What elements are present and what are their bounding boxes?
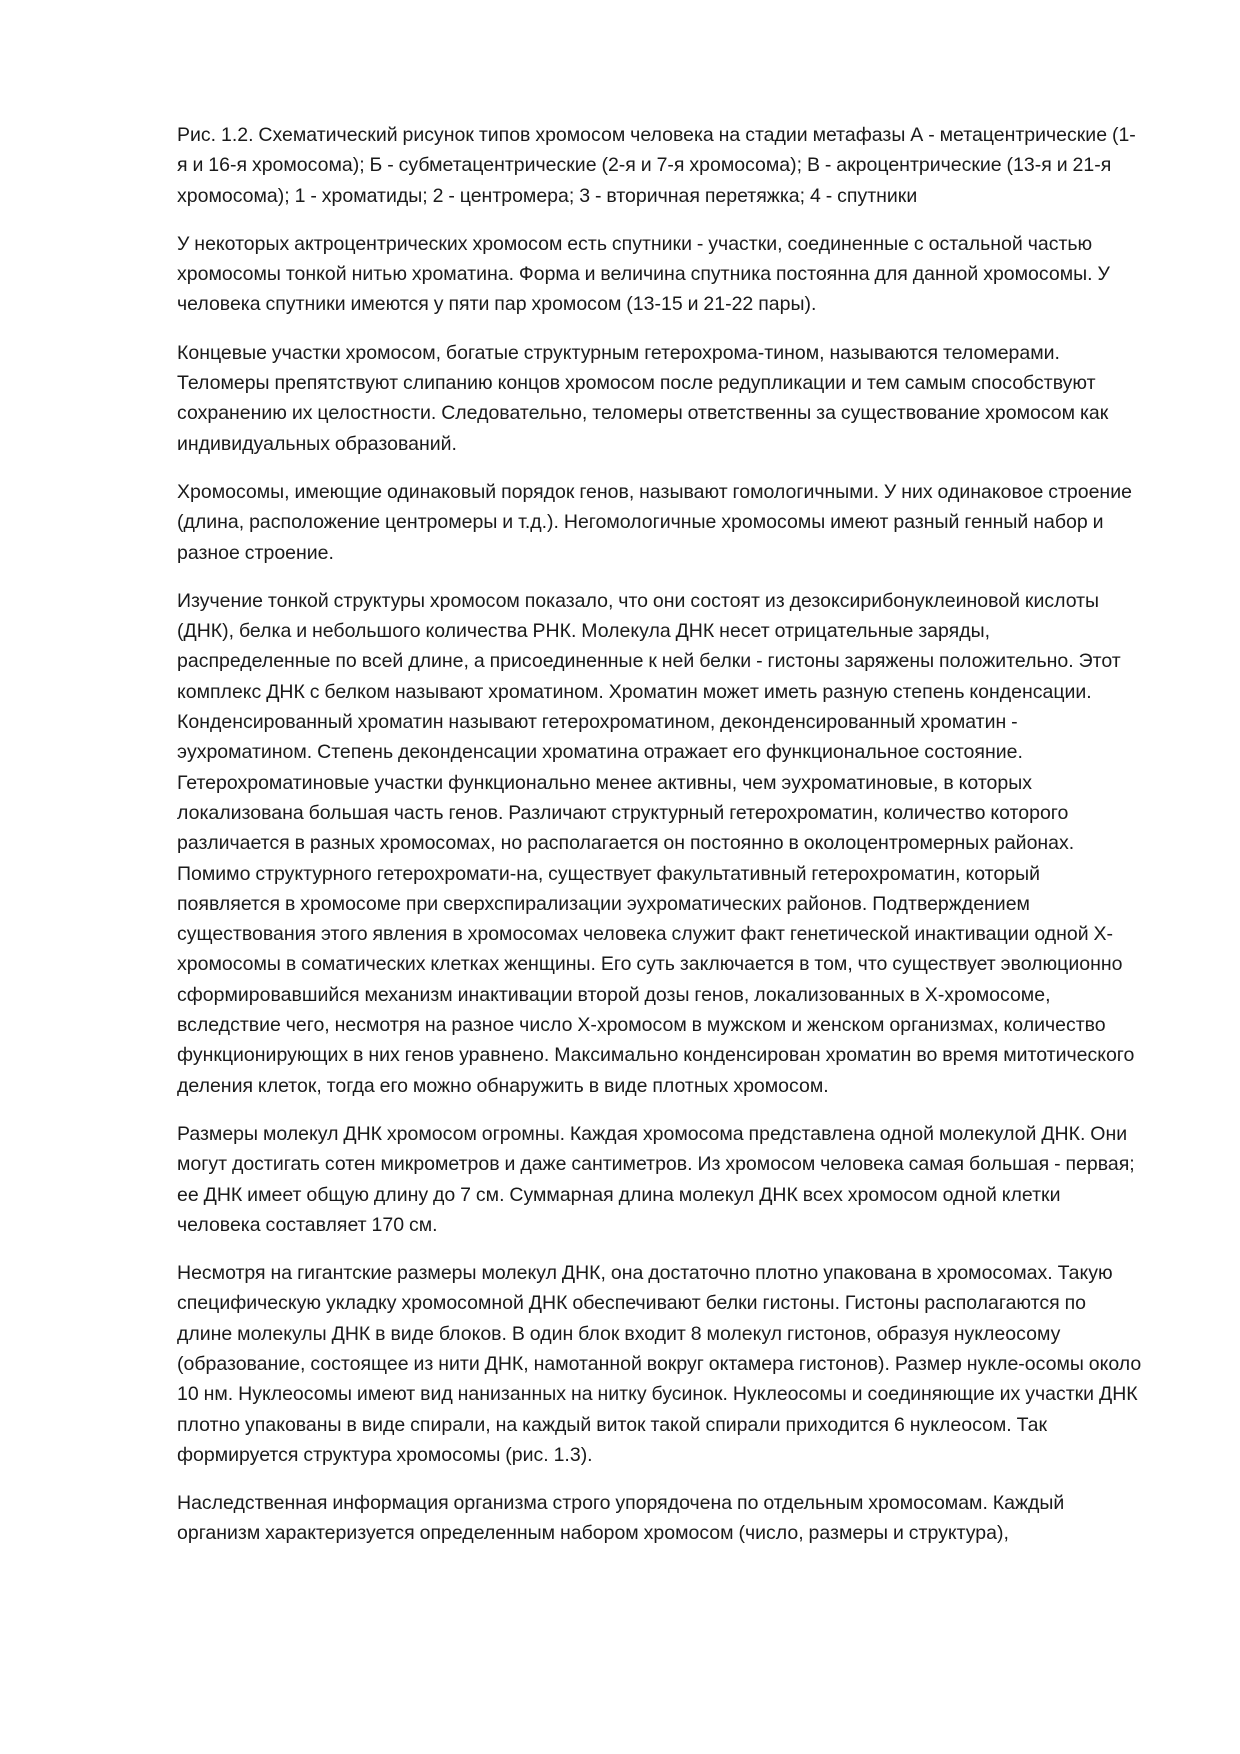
paragraph-dna-size: Размеры молекул ДНК хромосом огромны. Каждая хромосома представлена одной молекулой ДНК. Они могут достигать сотен микрометров и даже сантиметров. Из хромосом человека самая большая - первая; ее ДНК имеет общую длину до 7 см. Суммарная длина молекул ДНК всех хромосом одной клетки человека составляет 170 см. [177, 1122, 1135, 1236]
paragraph-homologous: Хромосомы, имеющие одинаковый порядок генов, называют гомологичными. У них одинаковое строение (длина, расположение центромеры и т.д.). Негомологичные хромосомы имеют разный генный набор и разное строение. [177, 480, 1132, 564]
paragraph-telomeres: Концевые участки хромосом, богатые структурным гетерохрома-тином, называются теломерами. Теломеры препятствуют слипанию концов хромосом после редупликации и тем самым способствуют сохранению их целостности. Следовательно, теломеры ответственны за существование хромосом как индивидуальных образований. [177, 341, 1109, 455]
figure-caption: Рис. 1.2. Схематический рисунок типов хромосом человека на стадии метафазы А - метацентрические (1-я и 16-я хромосома); Б - субметацентрические (2-я и 7-я хромосома); В - акроцентрические (13-я и 21-я хромосома); 1 - хроматиды; 2 - центромера; 3 - вторичная перетяжка; 4 - спутники [177, 124, 1136, 207]
paragraph-hereditary-info: Наследственная информация организма строго упорядочена по отдельным хромосомам. Каждый организм характеризуется определенным набором хромосом (число, размеры и структура), [177, 1492, 1065, 1545]
paragraph-satellites: У некоторых актроцентрических хромосом есть спутники - участки, соединенные с остальной частью хромосомы тонкой нитью хроматина. Форма и величина спутника постоянна для данной хромосомы. У человека спутники имеются у пяти пар хромосом (13-15 и 21-22 пары). [177, 232, 1110, 316]
paragraph-chromatin: Изучение тонкой структуры хромосом показало, что они состоят из дезоксирибонуклеиновой кислоты (ДНК), белка и небольшого количества РНК. Молекула ДНК несет отрицательные заряды, распределенные по всей длине, а присоединенные к ней белки - гистоны заряжены положительно. Этот комплекс ДНК с белком называют хроматином. Хроматин может иметь разную степень конденсации. Конденсированный хроматин называют гетерохроматином, деконденсированный хроматин - эухроматином. Степень деконденсации хроматина отражает его функциональное состояние. Гетерохроматиновые участки функционально менее активны, чем эухроматиновые, в которых локализована большая часть генов. Различают структурный гетерохроматин, количество которого различается в разных хромосомах, но располагается он постоянно в околоцентромерных районах. Помимо структурного гетерохромати-на, существует факультативный гетерохроматин, который появляется в хромосоме при сверхспирализации эухроматических районов. Подтверждением существования этого явления в хромосомах человека служит факт генетической инактивации одной Х-хромосомы в соматических клетках женщины. Его суть заключается в том, что существует эволюционно сформировавшийся механизм инактивации второй дозы генов, локализованных в Х-хромосоме, вследствие чего, несмотря на разное число Х-хромосом в мужском и женском организмах, количество функционирующих в них генов уравнено. Максимально конденсирован хроматин во время митотического деления клеток, тогда его можно обнаружить в виде плотных хромосом. [177, 589, 1135, 1097]
document-body [177, 120, 1145, 1567]
paragraph-histones: Несмотря на гигантские размеры молекул ДНК, она достаточно плотно упакована в хромосомах. Такую специфическую укладку хромосомной ДНК обеспечивают белки гистоны. Гистоны располагаются по длине молекулы ДНК в виде блоков. В один блок входит 8 молекул гистонов, образуя нуклеосому (образование, состоящее из нити ДНК, намотанной вокруг октамера гистонов). Размер нукле-осомы около 10 нм. Нуклеосомы имеют вид нанизанных на нитку бусинок. Нуклеосомы и соединяющие их участки ДНК плотно упакованы в виде спирали, на каждый виток такой спирали приходится 6 нуклеосом. Так формируется структура хромосомы (рис. 1.3). [177, 1262, 1142, 1466]
